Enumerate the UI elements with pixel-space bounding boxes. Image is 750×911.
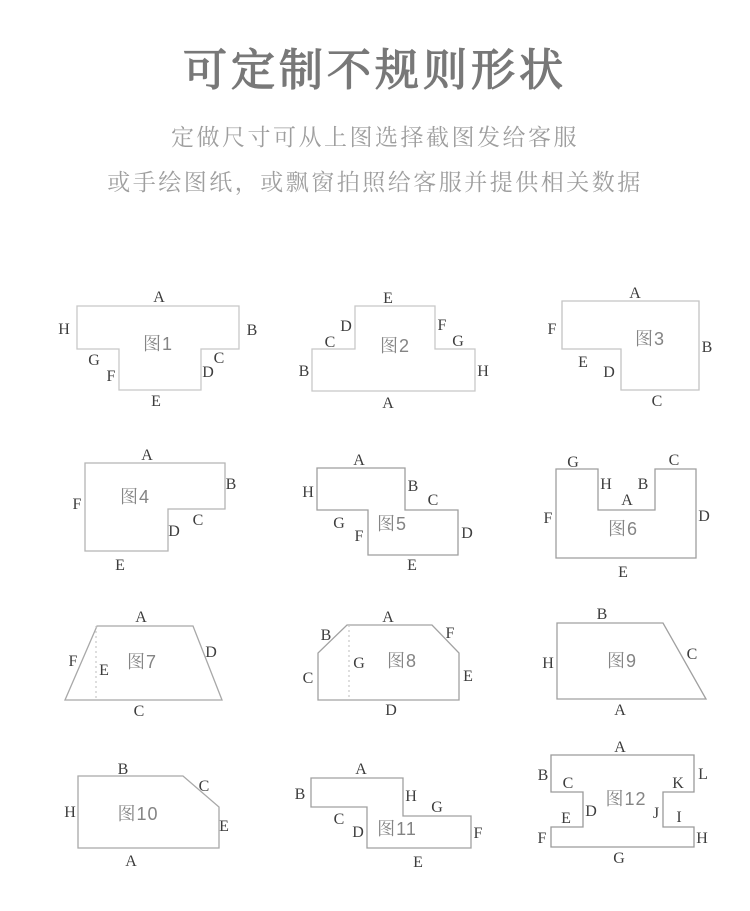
side-label-f: F <box>68 653 78 670</box>
side-label-b: B <box>117 761 129 778</box>
side-label-h: H <box>477 363 489 380</box>
side-label-f: F <box>543 510 553 527</box>
figure-caption: 图12 <box>605 789 647 809</box>
figure-caption: 图6 <box>607 519 639 539</box>
side-label-b: B <box>596 606 608 623</box>
side-label-e: E <box>115 557 125 574</box>
figure-caption: 图2 <box>379 336 411 356</box>
figure-fig5 <box>302 452 473 574</box>
side-label-f: F <box>106 368 116 385</box>
side-label-c: C <box>133 703 145 720</box>
side-label-e: E <box>561 810 571 827</box>
figure-fig11 <box>295 761 483 871</box>
side-label-f: F <box>547 321 557 338</box>
side-label-b: B <box>246 322 258 339</box>
side-label-c: C <box>562 775 574 792</box>
subtitle-line-1: 定做尺寸可从上图选择截图发给客服 <box>171 124 579 150</box>
side-label-g: G <box>567 454 579 471</box>
side-label-d: D <box>585 803 597 820</box>
side-label-b: B <box>407 478 419 495</box>
figure-caption: 图8 <box>386 651 418 671</box>
figure-fig4 <box>73 447 237 574</box>
side-label-g: G <box>88 352 100 369</box>
side-label-b: B <box>320 627 332 644</box>
side-label-c: C <box>333 811 345 828</box>
side-label-f: F <box>437 317 447 334</box>
side-label-f: F <box>445 625 455 642</box>
figure-fig1 <box>58 289 257 410</box>
side-label-a: A <box>353 452 365 469</box>
side-label-g: G <box>613 850 625 867</box>
side-label-h: H <box>696 830 708 847</box>
side-label-d: D <box>202 364 214 381</box>
side-label-b: B <box>225 476 237 493</box>
side-label-g: G <box>431 799 443 816</box>
side-label-a: A <box>141 447 153 464</box>
figure-caption: 图4 <box>119 487 151 507</box>
side-label-h: H <box>302 484 314 501</box>
side-label-e: E <box>578 354 588 371</box>
side-label-e: E <box>463 668 473 685</box>
page-title: 可定制不规则形状 <box>183 46 567 95</box>
side-label-a: A <box>125 853 137 870</box>
figure-caption: 图5 <box>376 514 408 534</box>
figure-fig12 <box>538 739 709 867</box>
side-label-c: C <box>427 492 439 509</box>
side-label-b: B <box>298 363 310 380</box>
side-label-b: B <box>701 339 713 356</box>
side-label-c: C <box>198 778 210 795</box>
side-label-a: A <box>382 609 394 626</box>
figure-fig2 <box>299 290 490 412</box>
side-label-a: A <box>621 492 633 509</box>
figure-fig10 <box>64 761 229 870</box>
side-label-c: C <box>192 512 204 529</box>
figure-fig6 <box>544 452 710 581</box>
side-label-d: D <box>340 318 352 335</box>
side-label-c: C <box>324 334 336 351</box>
side-label-a: A <box>135 609 147 626</box>
side-label-c: C <box>302 670 314 687</box>
figure-shape-outline <box>556 469 696 558</box>
side-label-c: C <box>686 646 698 663</box>
side-label-a: A <box>614 702 626 719</box>
side-label-e: E <box>99 662 109 679</box>
figure-shape-outline <box>85 463 225 551</box>
side-label-a: A <box>355 761 367 778</box>
figure-shape-outline <box>562 301 699 390</box>
figure-caption: 图9 <box>606 651 638 671</box>
figure-fig7 <box>65 609 222 720</box>
side-label-h: H <box>58 321 70 338</box>
side-label-f: F <box>354 528 364 545</box>
figure-shape-outline <box>317 468 458 555</box>
side-label-d: D <box>168 523 180 540</box>
side-label-c: C <box>651 393 663 410</box>
side-label-l: L <box>698 766 708 783</box>
side-label-i: I <box>676 809 682 826</box>
figure-fig3 <box>548 285 713 410</box>
side-label-e: E <box>618 564 628 581</box>
figure-fig8 <box>303 609 473 719</box>
side-label-a: A <box>382 395 394 412</box>
side-label-f: F <box>473 825 483 842</box>
side-label-d: D <box>698 508 710 525</box>
side-label-d: D <box>205 644 217 661</box>
figure-fig9 <box>542 606 706 719</box>
side-label-k: K <box>672 775 684 792</box>
side-label-e: E <box>219 818 229 835</box>
side-label-d: D <box>461 525 473 542</box>
side-label-h: H <box>64 804 76 821</box>
side-label-a: A <box>614 739 626 756</box>
side-label-b: B <box>537 767 549 784</box>
figure-caption: 图11 <box>377 819 417 839</box>
side-label-e: E <box>151 393 161 410</box>
side-label-d: D <box>385 702 397 719</box>
side-label-d: D <box>352 824 364 841</box>
side-label-f: F <box>537 830 547 847</box>
side-label-h: H <box>405 788 417 805</box>
side-label-g: G <box>452 333 464 350</box>
side-label-j: J <box>652 805 660 822</box>
side-label-h: H <box>600 476 612 493</box>
side-label-g: G <box>353 655 365 672</box>
figure-caption: 图1 <box>142 334 174 354</box>
figure-caption: 图7 <box>126 652 158 672</box>
side-label-e: E <box>383 290 393 307</box>
side-label-f: F <box>72 496 82 513</box>
side-label-b: B <box>637 476 649 493</box>
side-label-c: C <box>213 350 225 367</box>
side-label-h: H <box>542 655 554 672</box>
side-label-e: E <box>407 557 417 574</box>
side-label-g: G <box>333 515 345 532</box>
side-label-e: E <box>413 854 423 871</box>
subtitle-line-2: 或手绘图纸，或飘窗拍照给客服并提供相关数据 <box>107 169 643 195</box>
side-label-c: C <box>668 452 680 469</box>
side-label-b: B <box>294 786 306 803</box>
side-label-a: A <box>629 285 641 302</box>
figure-caption: 图10 <box>117 804 159 824</box>
side-label-a: A <box>153 289 165 306</box>
side-label-d: D <box>603 364 615 381</box>
figure-caption: 图3 <box>634 329 666 349</box>
